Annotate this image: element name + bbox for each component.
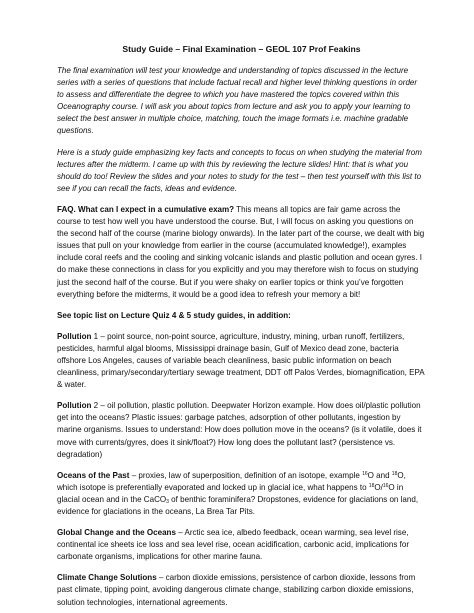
pollution-2-text: 2 – oil pollution, plastic pollution. Deepwater Horizon example. How does oil/plastic pollution get into the oceans? Plastic issues: garbage patches, adsorption of other pollutants, ingestion by marine organisms. Issues to understand: How does pollution move in the oceans? (is it volatile, does it move with currents/gyres, does it sink/float?) How long does the pollutant last? (persistence vs. degradation)	[57, 401, 422, 459]
faq-paragraph	[57, 204, 426, 301]
global-change-text: – Arctic sea ice, albedo feedback, ocean warming, sea level rise, continental ice sheets ice loss and sea level rise, ocean acidification, carbonic acid, implications for carbonate organisms, implications for other marine fauna.	[57, 528, 410, 562]
document-title: Study Guide – Final Examination – GEOL 107 Prof Feakins	[122, 44, 361, 54]
oceans-past-text-f: of benthic foraminifera? Dropstones, evidence for glaciations on land, evidence for glaciations in the oceans, La Brea Tar Pits.	[57, 494, 419, 516]
oceans-past-sub-3: 3	[166, 498, 169, 505]
pollution-1-text: 1 – point source, non-point source, agriculture, industry, mining, urban runoff, fertilizers, pesticides, harmful algal blooms, Mississippi drainage basin, Gulf of Mexico dead zone, bacteria offshore Los Angeles, causes of variable beach cleanliness, basic public information on beach cleanliness, primary/secondary/tertiary sewage treatment, DDT off Palos Verdes, biomagnification, EPA & water.	[57, 331, 425, 390]
oceans-past-sup-18: 18	[391, 470, 398, 477]
oceans-past-text-b: O and	[367, 470, 392, 480]
faq-text: This means all topics are fair game across the course to test how well you have understood the course. But, I will focus on asking you questions on the second half of the course (marine biology onwards). In the later part of the course, we dealt with big issues that pull on your knowledge from earlier in the course (accumulated knowledge!), examples include coral reefs and the cooling and sinking volcanic islands and plastic pollution and ocean gyres. I do make these connections in class for you explicitly and you may therefore wish to focus on studying just the second half of the course. But if you were shaky on earlier topics or think you’ve forgotten everything before the midterms, it would be a good idea to refresh your memory a bit!	[57, 204, 425, 299]
oceans-past-sup-16b: 16	[382, 482, 389, 489]
global-change-heading: Global Change and the Oceans	[57, 528, 176, 538]
global-change-section	[57, 527, 426, 563]
oceans-past-sup-18b: 18	[368, 482, 375, 489]
pollution-2-heading: Pollution	[57, 401, 92, 411]
oceans-past-text-d: O/	[374, 482, 383, 492]
pollution-1-section	[57, 331, 426, 391]
pollution-1-heading: Pollution	[57, 331, 92, 341]
oceans-past-heading: Oceans of the Past	[57, 470, 130, 480]
oceans-past-text-e: O in glacial ocean and in the CaCO	[57, 482, 404, 504]
oceans-past-text-c: O, which isotope is preferentially evaporated and locked up in glacial ice, what happens to	[57, 470, 406, 492]
intro-paragraph-1: The final examination will test your knowledge and understanding of topics discussed in the lecture series with a series of questions that include factual recall and higher level thinking questions in order to assess and differentiate the degree to which you have mastered the topics covered within this Oceanography course. I will ask you about topics from lecture and ask you to apply your learning to select the best answer in multiple choice, matching, touch the image formats i.e. machine gradable questions.	[57, 66, 418, 136]
faq-heading: FAQ. What can I expect in a cumulative exam?	[57, 204, 235, 214]
climate-solutions-heading: Climate Change Solutions	[57, 573, 157, 583]
intro-paragraph-2: Here is a study guide emphasizing key facts and concepts to focus on when studying the material from lectures after the midterm. I came up with this by reviewing the lecture slides! Hint: that is what you should do too! Review the slides and your notes to study for the test – then test yourself with this list to see if you can recall the facts, ideas and evidence.	[57, 147, 422, 193]
oceans-past-text-a: – proxies, law of superposition, definition of an isotope, example	[129, 470, 363, 480]
oceans-past-section	[57, 470, 426, 518]
pollution-2-section	[57, 400, 426, 460]
climate-solutions-section	[57, 572, 426, 608]
oceans-past-sup-16: 16	[362, 470, 368, 477]
topic-list-heading: See topic list on Lecture Quiz 4 & 5 study guides, in addition:	[57, 310, 291, 320]
climate-solutions-text: – carbon dioxide emissions, persistence of carbon dioxide, lessons from past climate, tipping point, avoiding dangerous climate change, stabilizing carbon dioxide emissions, solution technologies, international agreements.	[57, 573, 416, 607]
